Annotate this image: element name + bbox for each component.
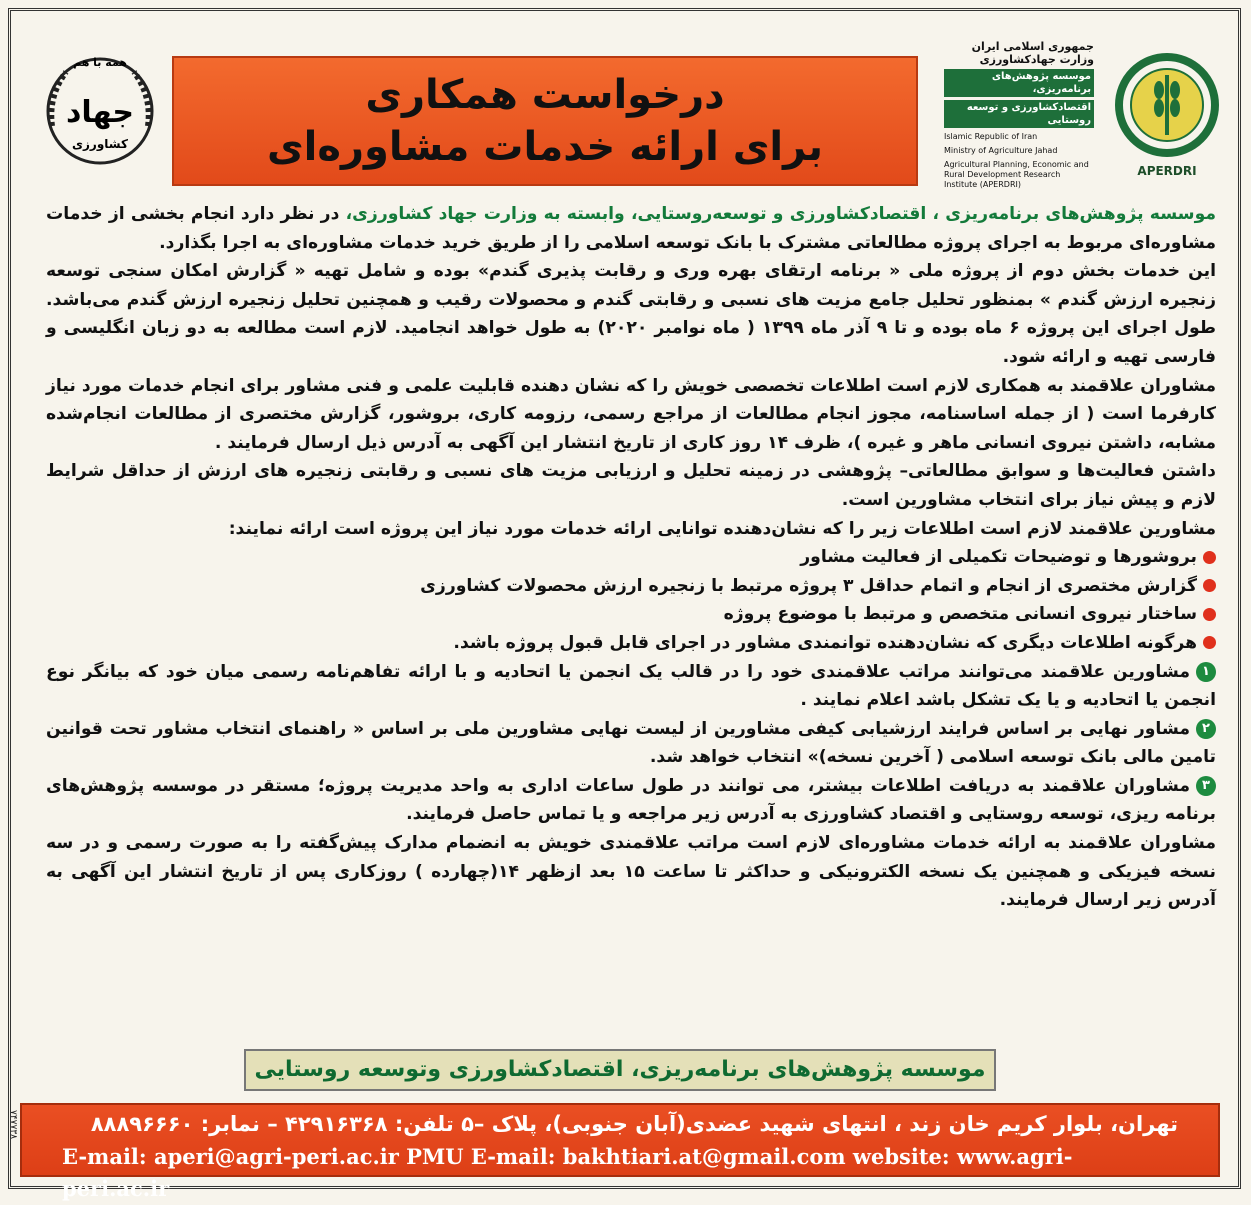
paragraph-6: مشاوران علاقمند به ارائه خدمات مشاوره‌ای لازم است مراتب علاقمندی خویش به انضمام مدارک پیش‌گفته را به صورت رسمی و در سه نسخه فیزیکی و همچنین یک نسخه الکترونیکی و حداکثر تا ساعت ۱۵ بعد ازظهر ۱۴(چهارده ) روزکاری پس از تاریخ انتشار این آگهی به آدرس زیر ارسال فرمایند. <box>46 833 1216 911</box>
bullet-icon <box>1203 608 1216 621</box>
footer-email-website: E-mail: aperi@agri-peri.ac.ir PMU E-mail: bakhtiari.at@gmail.com website: www.agri-peri.ac.ir <box>62 1144 1073 1201</box>
number-badge: ۳ <box>1196 776 1216 796</box>
list-item: گزارش مختصری از انجام و اتمام حداقل ۳ پروژه مرتبط با زنجیره ارزش محصولات کشاورزی <box>46 572 1216 601</box>
paragraph-3: مشاوران علاقمند به همکاری لازم است اطلاعات تخصصی خویش را که نشان دهنده قابلیت علمی و فنی مشاور برای انجام خدمات مورد نیاز کارفرما است ( از جمله اساسنامه، مجوز انجام مطالعات از مراجع رسمی، رزومه کاری، بروشور، گزارش مختصری از مطالعات انجام‌شده مشابه، داشتن نیروی انسانی ماهر و غیره )، ظرف ۱۴ روز کاری از تاریخ انتشار این آگهی به آدرس ذیل ارسال فرمایند . <box>46 375 1216 453</box>
footer-address: تهران، بلوار کریم خان زند ، انتهای شهید عضدی(آبان جنوبی)، پلاک –۵ تلفن: ۴۲۹۱۶۳۶۸ – نمابر: ۸۸۸۹۶۶۶۰ <box>90 1112 1178 1136</box>
paragraph-1-rest: در نظر دارد انجام بخشی از خدمات مشاوره‌ای مربوط به اجرای پروژه مطالعاتی مشترک با بانک توسعه اسلامی را از طریق خرید خدمات مشاوره‌ای به اجرا بگذارد. <box>46 204 1216 253</box>
jahad-logo <box>30 36 170 186</box>
paragraph-4: داشتن فعالیت‌ها و سوابق مطالعاتی– پژوهشی در زمینه تحلیل و ارزیابی مزیت های نسبی و رقابتی زنجیره های ارزش از حداقل شرایط لازم و پیش نیاز برای انتخاب مشاورین است. <box>46 461 1216 510</box>
institute-intro: موسسه پژوهش‌های برنامه‌ریزی ، اقتصادکشاورزی و توسعه‌روستایی، وابسته به وزارت جهاد کشاورزی، <box>345 204 1217 224</box>
paragraph-5: مشاورین علاقمند لازم است اطلاعات زیر را که نشان‌دهنده توانایی ارائه خدمات مورد نیاز این پروژه است ارائه نمایند: <box>228 518 1216 539</box>
requirements-list <box>46 543 1216 657</box>
list-item: ساختار نیروی انسانی متخصص و مرتبط با موضوع پروژه <box>46 600 1216 629</box>
institute-en: Agricultural Planning, Economic and Rural Development Research Institute (APERDRI) <box>944 160 1089 189</box>
institute-fa-1: موسسه پژوهش‌های برنامه‌ریزی، <box>944 69 1094 97</box>
footer-contact-box <box>20 1103 1220 1201</box>
logo-jahad-sub: کشاورزی <box>72 137 128 151</box>
ad-code: ۷۴۷۷۳۸ <box>8 1110 18 1140</box>
list-item: هرگونه اطلاعات دیگری که نشان‌دهنده توانمندی مشاور در اجرای قابل قبول پروژه باشد. <box>46 629 1216 658</box>
logo-slogan: همه با هم <box>73 56 127 69</box>
ministry-en-1: Islamic Republic of Iran <box>944 132 1038 141</box>
bullet-icon <box>1203 551 1216 564</box>
numbered-item-2: ۲مشاور نهایی بر اساس فرایند ارزشیابی کیفی مشاورین از لیست نهایی مشاورین ملی بر اساس « راهنمای انتخاب مشاور تحت قوانین تامین مالی بانک توسعه اسلامی ( آخرین نسخه)» انتخاب خواهد شد. <box>46 718 1216 768</box>
list-item: بروشورها و توضیحات تکمیلی از فعالیت مشاور <box>46 543 1216 572</box>
ad-title-line2: برای ارائه خدمات مشاوره‌ای <box>266 124 824 170</box>
footer-institute-name: موسسه پژوهش‌های برنامه‌ریزی، اقتصادکشاورزی وتوسعه روستایی <box>244 1049 996 1091</box>
ministry-en-2: Ministry of Agriculture Jahad <box>944 146 1058 155</box>
aperdri-logo <box>1108 50 1226 180</box>
institute-fa-2: اقتصادکشاورزی و توسعه روستایی <box>944 100 1094 128</box>
bullet-icon <box>1203 579 1216 592</box>
logo-abbr: APERDRI <box>1137 164 1197 178</box>
ad-body <box>46 200 1216 915</box>
numbered-item-3: ۳مشاوران علاقمند به دریافت اطلاعات بیشتر، می توانند در طول ساعات اداری به واحد مدیریت پروژه؛ مستقر در موسسه پژوهش‌های برنامه ریزی، توسعه روستایی و اقتصاد کشاورزی به آدرس زیر مراجعه و یا تماس حاصل فرمایند. <box>46 775 1216 825</box>
wheat-wreath-icon <box>30 36 170 186</box>
number-badge: ۱ <box>1196 662 1216 682</box>
ministry-fa-2: وزارت جهادکشاورزی <box>979 53 1094 66</box>
numbered-item-1: ۱مشاورین علاقمند می‌توانند مراتب علاقمندی خود را در قالب یک انجمن یا اتحادیه و با ارائه تفاهم‌نامه رسمی میان خود که بیانگر نوع انجمن یا اتحادیه و یا یک تشکل باشد اعلام نمایند . <box>46 661 1216 711</box>
wheat-emblem-icon <box>1112 50 1222 160</box>
paragraph-1 <box>46 200 1216 257</box>
number-badge: ۲ <box>1196 719 1216 739</box>
paragraph-2: این خدمات بخش دوم از پروژه ملی « برنامه ارتقای بهره وری و رقابت پذیری گندم» بوده و شامل تهیه « گزارش امکان سنجی توسعه زنجیره ارزش گندم » بمنظور تحلیل جامع مزیت های نسبی و رقابتی گندم و محصولات رقیب و همچنین تحلیل زنجیره ارزش گندم می‌باشد. طول اجرای این پروژه ۶ ماه بوده و تا ۹ آذر ماه ۱۳۹۹ ( ماه نوامبر ۲۰۲۰) به طول خواهد انجامید. لازم است مطالعه به دو زبان انگلیسی و فارسی تهیه و ارائه شود. <box>46 261 1216 367</box>
ad-title-line1: درخواست همکاری <box>365 72 725 118</box>
ministry-block <box>944 40 1094 200</box>
ministry-fa-1: جمهوری اسلامی ایران <box>971 40 1094 53</box>
bullet-icon <box>1203 636 1216 649</box>
ad-title-box <box>172 56 918 186</box>
logo-jahad: جهاد <box>65 95 135 130</box>
